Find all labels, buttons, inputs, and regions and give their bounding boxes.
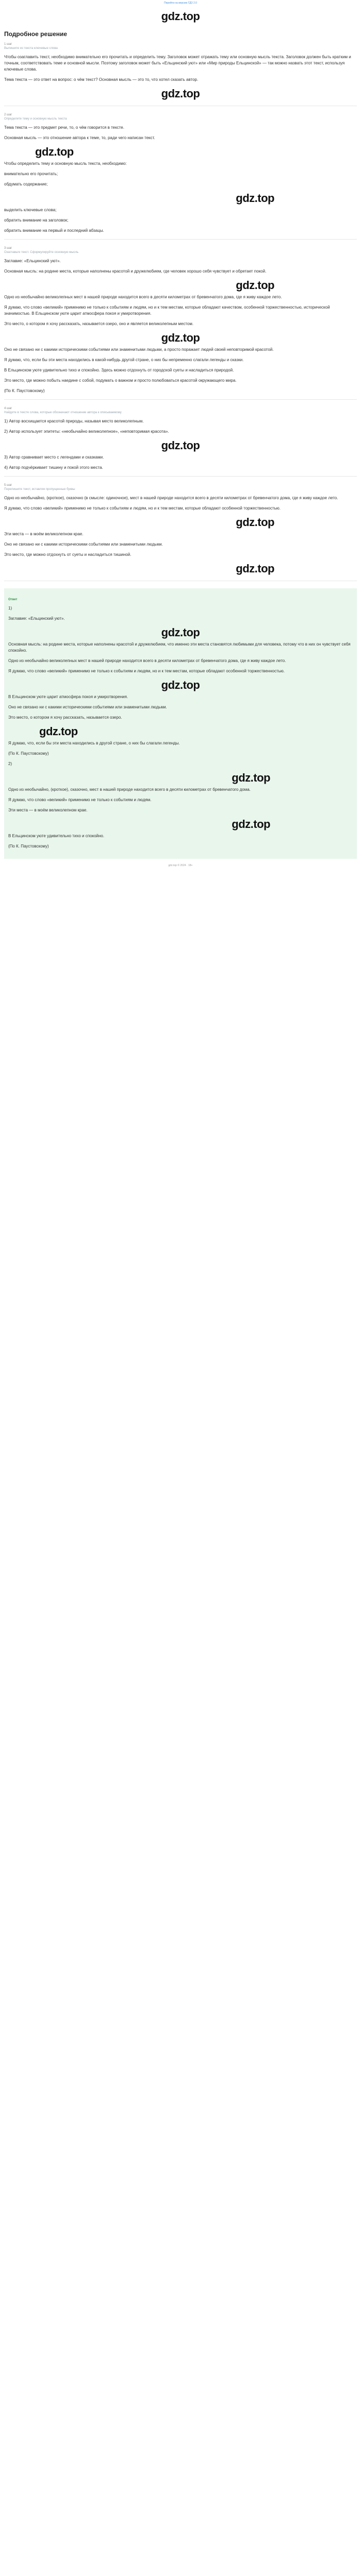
task-paragraph: Одно из необычайно великолепных мест в нашей природе находится всего в десяти километрах от бревенчатого дома, где я живу каждое лето. [4,295,282,299]
task-step [4,113,357,240]
answer-paragraph: Это место, о котором я хочу рассказать, называется озеро. [8,715,122,720]
watermark: gdz.top [232,818,270,831]
watermark: gdz.top [161,439,200,452]
solution-content [0,23,361,859]
task-paragraph: Оно не связано ни с какими историческими событиями или знаменитыми людьми, а просто поражает людей своей неповторимой красотой. [4,347,274,352]
task-paragraph: 4) Автор подчёркивает тишину и покой этого места. [4,465,103,470]
task-step [4,484,357,581]
task-step [4,407,357,477]
answer-paragraph: Эти места — в моём великолепном крае. [8,808,88,812]
task-paragraph: Одно из необычайно, (кроткое), сказочно (в смысле: одиночное), мест в нашей природе находится всего в десяти километрах от бревенчатого дома, где я живу каждое лето. [4,496,338,500]
task-question: Озаглавьте текст. Сформулируйте основную мысль [4,251,79,254]
task-paragraph: Это место, о котором я хочу рассказать, называется озеро, оно и является великолепным местом. [4,321,194,326]
watermark: gdz.top [161,679,200,691]
task-list [4,43,357,581]
task-paragraph: внимательно его прочитать; [4,172,58,176]
task-paragraph: В Ельцинском уюте удивительно тихо и спокойно. Здесь можно отдохнуть от городской суеты и насладиться природой. [4,368,234,372]
task-step-label: 3 шаг [4,247,12,250]
task-paragraph: Чтобы определить тему и основную мысль текста, необходимо: [4,161,127,166]
watermark: gdz.top [39,725,78,738]
task-question: Определите тему и основную мысль текста [4,117,67,121]
task-paragraph: (По К. Паустовскому) [4,388,45,393]
answer-tag: Ответ [8,598,18,601]
task-paragraph: Основная мысль — это отношение автора к теме, то, ради чего написан текст. [4,135,155,140]
answer-paragraph: В Ельцинском уюте царит атмосфера покоя и умиротворения. [8,694,128,699]
task-step-label: 1 шаг [4,43,12,46]
answer-paragraph: (По К. Паустовскому) [8,844,49,849]
watermark: gdz.top [236,279,274,292]
task-question: Перепишите текст, вставляя пропущенные буквы [4,488,75,491]
footer: gdz.top © 2024 · 18+ [168,864,193,867]
site-logo[interactable]: gdz.top [161,10,200,23]
task-step [4,247,357,400]
task-paragraph: 1) Автор восхищается красотой природы, называя место великолепным. [4,419,144,423]
answer-paragraph: Я думаю, что слово «великий» применимо не только к событиям и людям, но и к тем местам, которые обладают особенной торжественностью. [8,669,285,673]
answer-paragraph: Заглавие: «Ельцинский уют». [8,616,65,621]
answer-paragraph: 1) [8,606,12,611]
task-paragraph: обратить внимание на первый и последний абзацы. [4,228,104,233]
task-paragraph: 3) Автор сравнивает место с легендами и сказками. [4,455,104,460]
top-banner [0,0,361,9]
task-paragraph: Основная мысль: на родине места, которые наполнены красотой и дружелюбием, где человек хорошо себя чувствует и обретает покой. [4,269,267,274]
divider [4,239,357,240]
divider [4,399,357,400]
answer-paragraph: Я думаю, что слово «великий» применимо не только к событиям и людям. [8,798,152,802]
divider [4,476,357,477]
task-paragraph: обратить внимание на заголовок; [4,218,69,223]
watermark: gdz.top [161,626,200,639]
watermark: gdz.top [161,331,200,344]
watermark: gdz.top [35,145,74,158]
task-paragraph: 2) Автор использует эпитеты: «необычайно великолепное», «неповторимая красота». [4,429,169,434]
watermark: gdz.top [236,192,274,205]
watermark: gdz.top [161,87,200,100]
task-paragraph: Я думаю, что слово «великий» применимо не только к событиям и людям, но и к тем местам, которые обладают особенной торжественностью. [4,506,281,511]
task-paragraph: Эти места — в моём великолепном крае. [4,532,84,536]
task-paragraph: Я думаю, что слово «великий» применимо не только к событиям и людям, но и к тем местам, которые обладают качеством, особенной торжественностью, исторической значимостью. В Ельцинском уюте царит атмосфера покоя и умиротворения. [4,305,330,316]
task-paragraph: Оно не связано ни с какими историческими событиями или знаменитыми людьми. [4,542,163,547]
answer-paragraph: Оно не связано ни с какими историческими событиями или знаменитыми людьми. [8,705,167,709]
page-title: Подробное решение [4,30,68,38]
answer-block [4,588,357,859]
watermark: gdz.top [236,562,274,575]
answer-paragraph: Одно из необычайно великолепных мест в нашей природе находится всего в десяти километрах от бревенчатого дома, где я живу каждое лето. [8,658,286,663]
task-paragraph: Это место, где можно отдохнуть от суеты и насладиться тишиной. [4,552,132,557]
watermark: gdz.top [232,771,270,784]
answer-paragraph: В Ельцинском уюте удивительно тихо и спокойно. [8,834,105,838]
answer-paragraph: Основная мысль: на родине места, которые наполнены красотой и дружелюбием, что именно эти места становятся любимыми для человека, потому что в них он чувствует себя спокойно. [8,642,351,653]
watermark: gdz.top [236,516,274,529]
task-step-label: 5 шаг [4,484,12,487]
answer-paragraph: Я думаю, что, если бы эти места находились в другой стране, о них бы слагали легенды. [8,741,180,745]
task-paragraph: выделить ключевые слова; [4,208,57,212]
task-paragraph: Тема текста — это ответ на вопрос: о чём текст? Основная мысль — это то, что хотел сказать автор. [4,77,199,82]
answer-body [8,605,353,850]
task-step-label: 4 шаг [4,407,12,410]
top-link[interactable]: Перейти на версию ГДЗ 2.0 [164,2,197,5]
task-paragraph: Тема текста — это предмет речи, то, о чём говорится в тексте. [4,125,124,130]
page [0,0,361,870]
answer-paragraph: Одно из необычайно, (кроткое), сказочно, мест в нашей природе находится всего в десяти километрах от бревенчатого дома. [8,787,251,792]
task-question: Выпишите из текста ключевые слова [4,47,58,50]
task-step [4,43,357,106]
answer-paragraph: 2) [8,761,12,766]
task-step-label: 2 шаг [4,113,12,116]
task-paragraph: обдумать содержание; [4,182,48,187]
task-paragraph: Чтобы озаглавить текст, необходимо внимательно его прочитать и определить тему. Заголовок может отражать тему или основную мысль текста. Заголовок должен быть кратким и точным, соответствовать теме и основной мысли. Поэтому заголовок может быть «Ельцинский уют» или «Мир природы Ельцинской» — так можно назвать этот текст, используя ключевые слова. [4,55,351,72]
task-paragraph: Я думаю, что, если бы эти места находились в какой-нибудь другой стране, о них бы непременно слагали легенды и сказки. [4,358,244,362]
task-question: Найдите в тексте слова, которые обозначают отношение автора к описываемому [4,411,122,414]
answer-paragraph: (По К. Паустовскому) [8,751,49,756]
task-paragraph: Это место, где можно побыть наедине с собой, подумать о важном и просто полюбоваться красотой окружающего мира. [4,378,237,383]
task-paragraph: Заглавие: «Ельцинский уют». [4,259,61,263]
